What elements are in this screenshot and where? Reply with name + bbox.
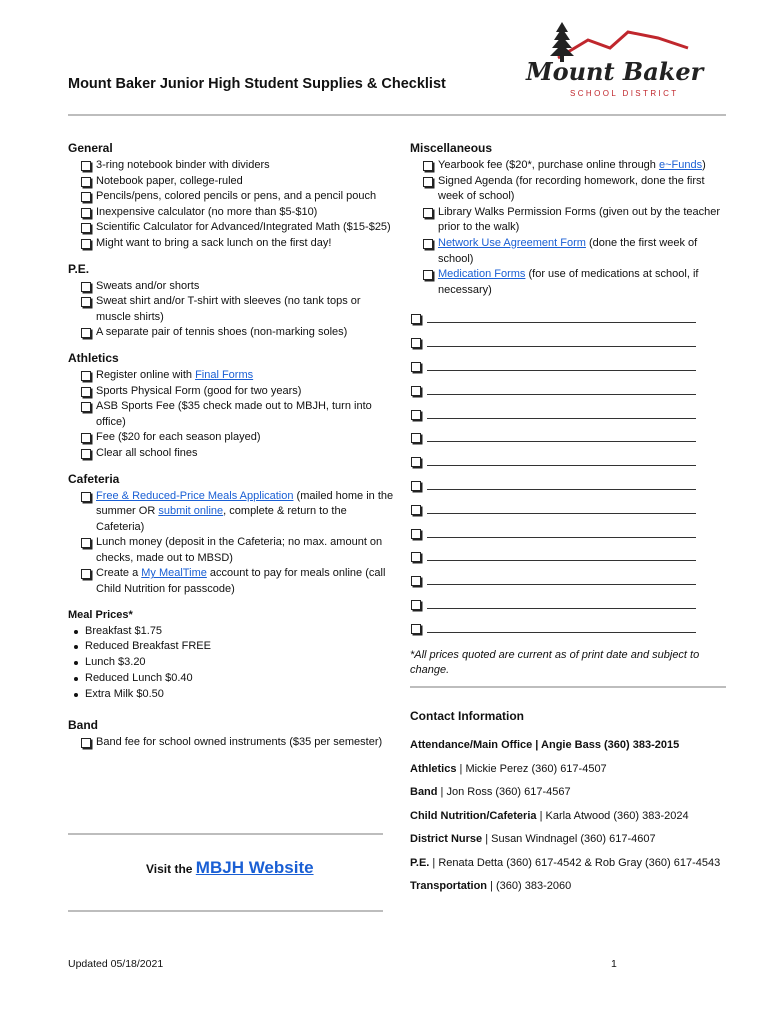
meal-price-item: Lunch $3.20 bbox=[85, 655, 398, 671]
checkbox-icon[interactable] bbox=[423, 161, 433, 171]
checkbox-icon[interactable] bbox=[411, 457, 421, 467]
checkbox-icon[interactable] bbox=[423, 239, 433, 249]
blank-line[interactable] bbox=[427, 346, 696, 347]
athletics-section bbox=[68, 351, 398, 462]
my-mealtime-link[interactable]: My MealTime bbox=[141, 567, 207, 580]
checkbox-icon[interactable] bbox=[81, 492, 91, 502]
blank-checklist-row bbox=[398, 572, 728, 596]
blank-line[interactable] bbox=[427, 394, 696, 395]
svg-text:SCHOOL DISTRICT: SCHOOL DISTRICT bbox=[570, 89, 679, 98]
band-heading: Band bbox=[68, 717, 98, 732]
meal-price-item: Extra Milk $0.50 bbox=[85, 687, 398, 703]
contact-row: Child Nutrition/Cafeteria | Karla Atwood (360) 383-2024 bbox=[410, 809, 689, 822]
tree-icon bbox=[550, 22, 574, 62]
checkbox-icon[interactable] bbox=[81, 538, 91, 548]
visit-website: Visit the MBJH Website bbox=[146, 858, 314, 877]
visit-rule-top bbox=[68, 833, 383, 835]
checkbox-icon[interactable] bbox=[411, 552, 421, 562]
blank-checklist bbox=[398, 310, 728, 643]
checklist-item: Create a My MealTime account to pay for meals online (call Child Nutrition for passcode) bbox=[96, 566, 398, 597]
contact-row: P.E. | Renata Detta (360) 617-4542 & Rob Gray (360) 617-4543 bbox=[410, 856, 721, 869]
misc-heading: Miscellaneous bbox=[410, 141, 493, 155]
checklist-item: Fee ($20 for each season played) bbox=[96, 430, 398, 446]
checkbox-icon[interactable] bbox=[411, 529, 421, 539]
blank-checklist-row bbox=[398, 477, 728, 501]
blank-checklist-row bbox=[398, 620, 728, 644]
checklist-item: Network Use Agreement Form (done the first week of school) bbox=[438, 236, 728, 267]
blank-line[interactable] bbox=[427, 418, 696, 419]
band-list bbox=[68, 735, 398, 751]
checklist-item: A separate pair of tennis shoes (non-marking soles) bbox=[96, 325, 398, 341]
blank-checklist-row bbox=[398, 406, 728, 430]
blank-checklist-row bbox=[398, 310, 728, 334]
checkbox-icon[interactable] bbox=[81, 433, 91, 443]
bullet-icon bbox=[74, 693, 78, 697]
mbjh-website-link[interactable]: MBJH Website bbox=[195, 858, 314, 877]
blank-line[interactable] bbox=[427, 632, 696, 633]
cafeteria-list bbox=[68, 489, 398, 598]
meals-application-link[interactable]: Free & Reduced-Price Meals Application bbox=[96, 489, 294, 502]
blank-line[interactable] bbox=[427, 370, 696, 371]
checkbox-icon[interactable] bbox=[411, 433, 421, 443]
cafeteria-heading: Cafeteria bbox=[68, 471, 120, 486]
checkbox-icon[interactable] bbox=[81, 371, 91, 381]
header-rule bbox=[68, 114, 726, 116]
checkbox-icon[interactable] bbox=[81, 177, 91, 187]
bullet-icon bbox=[74, 661, 78, 665]
checkbox-icon[interactable] bbox=[411, 362, 421, 372]
blank-line[interactable] bbox=[427, 465, 696, 466]
visit-rule-bottom bbox=[68, 910, 383, 912]
checkbox-icon[interactable] bbox=[411, 386, 421, 396]
checkbox-icon[interactable] bbox=[411, 600, 421, 610]
cafeteria-section bbox=[68, 472, 398, 598]
meal-prices-list bbox=[68, 624, 398, 703]
pe-section bbox=[68, 262, 398, 341]
checklist-item: Notebook paper, college-ruled bbox=[96, 174, 398, 190]
blank-line[interactable] bbox=[427, 560, 696, 561]
blank-line[interactable] bbox=[427, 608, 696, 609]
contact-row: District Nurse | Susan Windnagel (360) 617-4607 bbox=[410, 833, 656, 845]
checklist-item: Register online with Final Forms bbox=[96, 368, 398, 384]
athletics-list bbox=[68, 368, 398, 462]
updated-date: Updated 05/18/2021 bbox=[68, 958, 164, 970]
checkbox-icon[interactable] bbox=[81, 208, 91, 218]
blank-checklist-row bbox=[398, 548, 728, 572]
athletics-heading: Athletics bbox=[68, 350, 119, 365]
meal-price-item: Reduced Lunch $0.40 bbox=[85, 671, 398, 687]
meal-prices-section bbox=[68, 609, 398, 703]
district-logo bbox=[518, 18, 708, 102]
checkbox-icon[interactable] bbox=[411, 576, 421, 586]
checklist-item: Inexpensive calculator (no more than $5-$10) bbox=[96, 205, 398, 221]
checkbox-icon[interactable] bbox=[81, 569, 91, 579]
checkbox-icon[interactable] bbox=[81, 239, 91, 249]
meal-price-item: Reduced Breakfast FREE bbox=[85, 639, 398, 655]
checklist-item: Pencils/pens, colored pencils or pens, and a pencil pouch bbox=[96, 189, 398, 205]
page-title: Mount Baker Junior High Student Supplies & Checklist bbox=[68, 76, 446, 92]
checklist-item: Sports Physical Form (good for two years) bbox=[96, 384, 398, 400]
left-column bbox=[68, 141, 398, 750]
final-forms-link[interactable]: Final Forms bbox=[195, 368, 254, 381]
checklist-item: Medication Forms (for use of medications at school, if necessary) bbox=[438, 267, 728, 298]
checkbox-icon[interactable] bbox=[81, 297, 91, 307]
blank-checklist-row bbox=[398, 358, 728, 382]
contact-row: Attendance/Main Office | Angie Bass (360) 383-2015 bbox=[410, 739, 680, 751]
checklist-item: Band fee for school owned instruments ($35 per semester) bbox=[96, 735, 398, 751]
bullet-icon bbox=[74, 677, 78, 681]
blank-checklist-row bbox=[398, 501, 728, 525]
checkbox-icon[interactable] bbox=[81, 223, 91, 233]
checkbox-icon[interactable] bbox=[423, 208, 433, 218]
meal-price-item: Breakfast $1.75 bbox=[85, 624, 398, 640]
checklist-item: Library Walks Permission Forms (given out by the teacher prior to the walk) bbox=[438, 205, 728, 236]
blank-checklist-row bbox=[398, 525, 728, 549]
blank-line[interactable] bbox=[427, 322, 696, 323]
contact-section bbox=[410, 709, 750, 903]
right-column bbox=[398, 141, 728, 679]
checkbox-icon[interactable] bbox=[81, 449, 91, 459]
blank-checklist-row bbox=[398, 453, 728, 477]
contact-row: Transportation | (360) 383-2060 bbox=[410, 880, 572, 892]
checkbox-icon[interactable] bbox=[81, 282, 91, 292]
checklist-item: Free & Reduced-Price Meals Application (mailed home in the summer OR submit online, complete & return to the Cafeteria) bbox=[96, 489, 398, 536]
blank-line[interactable] bbox=[427, 489, 696, 490]
medication-forms-link[interactable]: Medication Forms bbox=[438, 268, 526, 281]
contact-row: Band | Jon Ross (360) 617-4567 bbox=[410, 786, 571, 798]
checklist-item: Lunch money (deposit in the Cafeteria; no max. amount on checks, made out to MBSD) bbox=[96, 535, 398, 566]
pe-heading: P.E. bbox=[68, 261, 90, 276]
efunds-link[interactable]: e~Funds bbox=[658, 159, 703, 171]
checklist-item: 3-ring notebook binder with dividers bbox=[96, 158, 398, 174]
checkbox-icon[interactable] bbox=[411, 481, 421, 491]
checkbox-icon[interactable] bbox=[411, 338, 421, 348]
contact-list bbox=[410, 738, 750, 893]
checkbox-icon[interactable] bbox=[81, 738, 91, 748]
page-number: 1 bbox=[611, 958, 617, 970]
contact-heading: Contact Information bbox=[410, 709, 524, 723]
general-list bbox=[68, 158, 398, 252]
checklist-item: Sweat shirt and/or T-shirt with sleeves (no tank tops or muscle shirts) bbox=[96, 294, 398, 325]
network-agreement-link[interactable]: Network Use Agreement Form bbox=[438, 236, 586, 249]
blank-checklist-row bbox=[398, 429, 728, 453]
price-note: *All prices quoted are current as of print date and subject to change. bbox=[410, 648, 700, 677]
blank-checklist-row bbox=[398, 596, 728, 620]
contact-rule bbox=[410, 686, 726, 688]
checklist-item: Scientific Calculator for Advanced/Integrated Math ($15-$25) bbox=[96, 220, 398, 236]
meal-prices-heading: Meal Prices* bbox=[68, 608, 133, 621]
checkbox-icon[interactable] bbox=[411, 314, 421, 324]
checklist-item: Clear all school fines bbox=[96, 446, 398, 462]
band-section bbox=[68, 718, 398, 751]
checkbox-icon[interactable] bbox=[81, 161, 91, 171]
checkbox-icon[interactable] bbox=[411, 410, 421, 420]
svg-text:Mount Baker: Mount Baker bbox=[526, 57, 704, 86]
contact-row: Athletics | Mickie Perez (360) 617-4507 bbox=[410, 762, 607, 775]
checklist-item: Sweats and/or shorts bbox=[96, 279, 398, 295]
checkbox-icon[interactable] bbox=[81, 192, 91, 202]
checklist-item: Signed Agenda (for recording homework, done the first week of school) bbox=[438, 174, 728, 205]
blank-checklist-row bbox=[398, 382, 728, 406]
general-heading: General bbox=[68, 141, 113, 155]
checkbox-icon[interactable] bbox=[81, 328, 91, 338]
misc-list bbox=[398, 158, 728, 298]
bullet-icon bbox=[74, 645, 78, 649]
checkbox-icon[interactable] bbox=[423, 177, 433, 187]
blank-checklist-row bbox=[398, 334, 728, 358]
checkbox-icon[interactable] bbox=[81, 387, 91, 397]
checklist-item: Might want to bring a sack lunch on the first day! bbox=[96, 236, 398, 252]
pe-list bbox=[68, 279, 398, 341]
checkbox-icon[interactable] bbox=[411, 505, 421, 515]
checkbox-icon[interactable] bbox=[411, 624, 421, 634]
general-section bbox=[68, 141, 398, 252]
checkbox-icon[interactable] bbox=[81, 402, 91, 412]
blank-line[interactable] bbox=[427, 584, 696, 585]
submit-online-link[interactable]: submit online bbox=[158, 505, 224, 518]
blank-line[interactable] bbox=[427, 441, 696, 442]
checklist-item: Yearbook fee ($20*, purchase online through e~Funds) bbox=[438, 158, 728, 174]
checklist-item: ASB Sports Fee ($35 check made out to MBJH, turn into office) bbox=[96, 399, 398, 430]
checkbox-icon[interactable] bbox=[423, 270, 433, 280]
bullet-icon bbox=[74, 630, 78, 634]
blank-line[interactable] bbox=[427, 513, 696, 514]
blank-line[interactable] bbox=[427, 537, 696, 538]
